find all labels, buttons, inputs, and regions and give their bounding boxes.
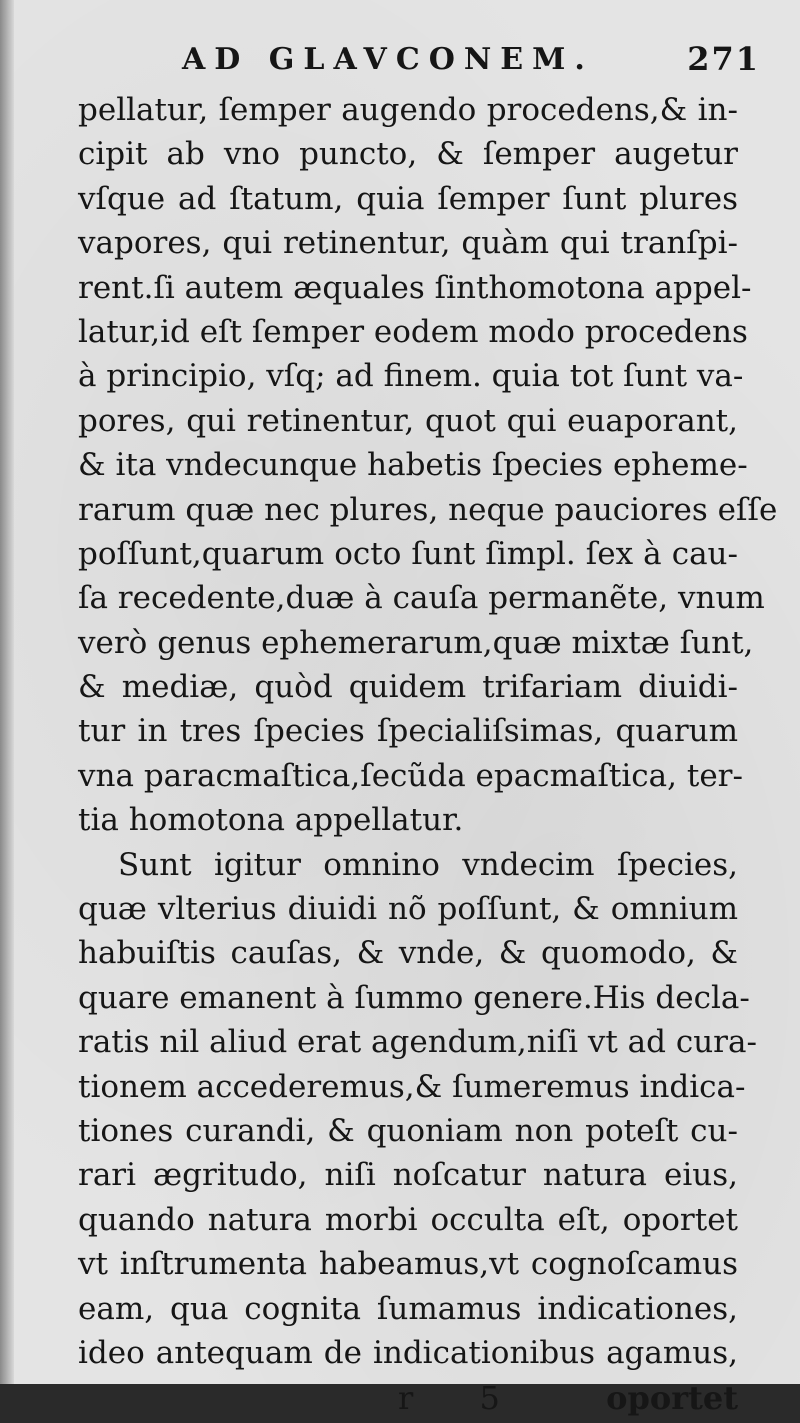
text-line: rari ægritudo, niſi noſcatur natura eius, <box>78 1157 738 1194</box>
text-line: poſſunt,quarum octo ſunt ſimpl. ſex à cau- <box>78 535 738 572</box>
text-line: ideo antequam de indicationibus agamus, <box>78 1334 738 1371</box>
text-line: ſa recedente,duæ à cauſa permanẽte, vnum <box>78 580 765 617</box>
page-footer <box>78 1377 738 1423</box>
running-title: AD GLAVCONEM. <box>182 42 594 77</box>
text-line: verò genus ephemerarum,quæ mixtæ ſunt, <box>78 624 754 661</box>
paragraph-2 <box>78 843 757 1376</box>
text-line: & mediæ, quòd quidem trifariam diuidi- <box>78 669 738 706</box>
catchword: oportet <box>606 1379 738 1418</box>
text-line: cipit ab vno puncto, & ſemper augetur <box>78 136 738 173</box>
text-block <box>78 40 778 1423</box>
page-gutter-shadow <box>0 0 14 1384</box>
paragraph-1 <box>78 88 778 843</box>
text-line: quare emanent à ſummo genere.His decla- <box>78 979 750 1016</box>
text-line: tur in tres ſpecies ſpecialiſsimas, quarum <box>78 713 738 750</box>
text-line: latur,id eſt ſemper eodem modo procedens <box>78 313 748 350</box>
text-line: tia homotona appellatur. <box>78 802 464 839</box>
text-line: Sunt igitur omnino vndecim ſpecies, <box>118 846 738 883</box>
page-number: 271 <box>687 40 760 78</box>
text-line: rarum quæ nec plures, neque pauciores eſſe <box>78 491 778 528</box>
text-line: tionem accederemus,& ſumeremus indica- <box>78 1068 746 1105</box>
running-head <box>78 40 760 88</box>
text-line: rent.ſi autem æquales ſinthomotona appel- <box>78 269 752 306</box>
text-line: tiones curandi, & quoniam non poteſt cu- <box>78 1112 738 1149</box>
text-line: pores, qui retinentur, quot qui euaporant, <box>78 402 738 439</box>
text-line: vt inſtrumenta habeamus,vt cognoſcamus <box>78 1246 738 1283</box>
text-line: & ita vndecunque habetis ſpecies epheme- <box>78 447 748 484</box>
text-line: quando natura morbi occulta eſt, oportet <box>78 1201 738 1238</box>
signature-mark: r 5 <box>398 1379 528 1418</box>
text-line: vapores, qui retinentur, quàm qui tranſpi- <box>78 225 738 262</box>
text-line: eam, qua cognita ſumamus indicationes, <box>78 1290 738 1327</box>
text-line: pellatur, ſemper augendo procedens,& in- <box>78 92 738 128</box>
text-line: vna paracmaſtica,ſecũda epacmaſtica, ter- <box>78 757 743 794</box>
text-line: quæ vlterius diuidi nõ poſſunt, & omnium <box>78 891 738 928</box>
text-line: ratis nil aliud erat agendum,niſi vt ad cura- <box>78 1024 757 1061</box>
text-line: habuiſtis cauſas, & vnde, & quomodo, & <box>78 935 738 972</box>
text-line: vſque ad ſtatum, quia ſemper ſunt plures <box>78 180 738 217</box>
text-line: à principio, vſq; ad finem. quia tot ſunt va- <box>78 358 744 395</box>
